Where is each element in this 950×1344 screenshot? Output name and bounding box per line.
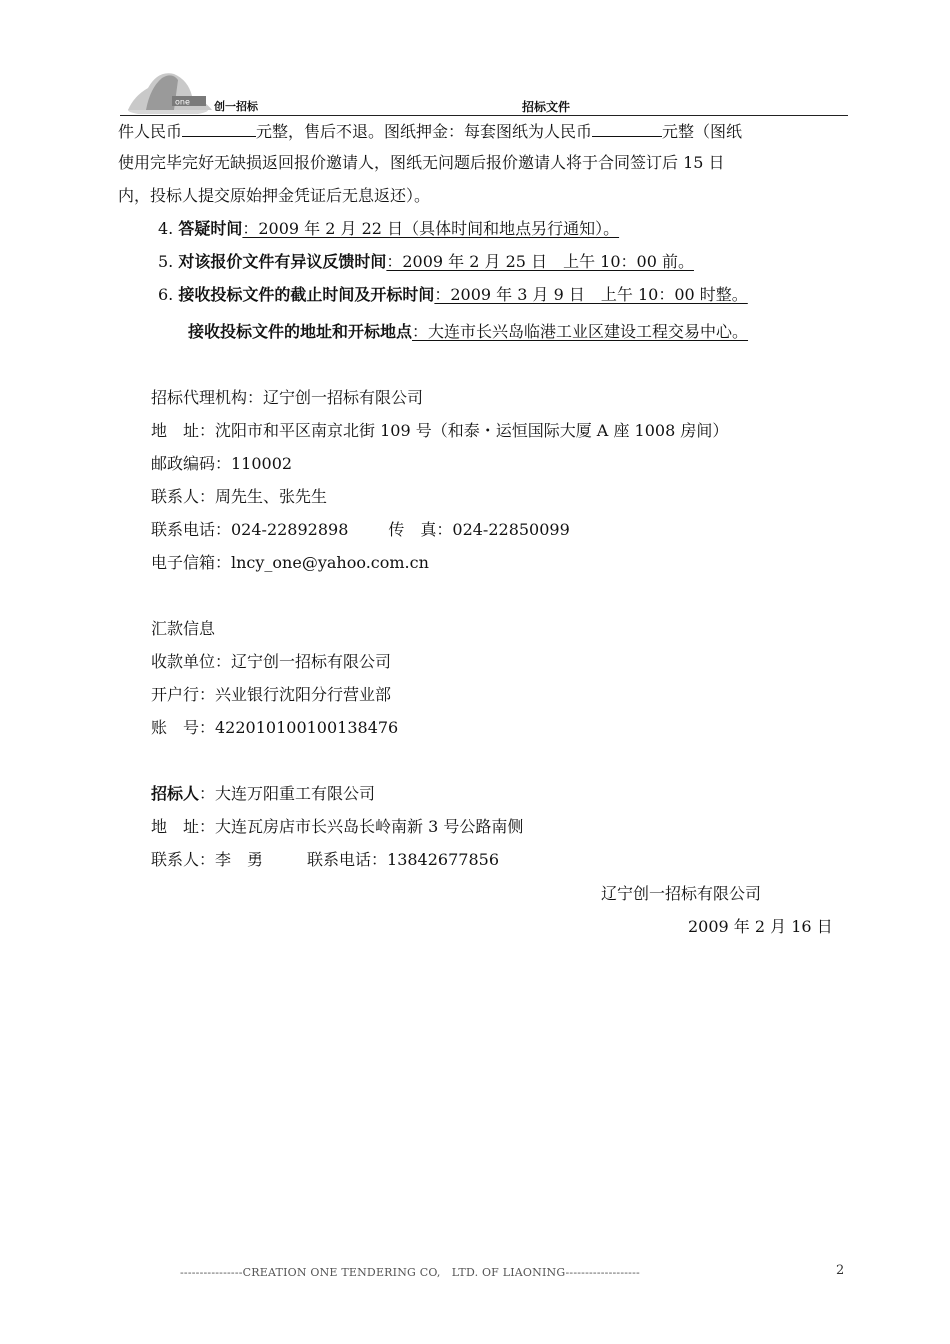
item-number: 5. <box>158 252 174 271</box>
tenderer-label: 招标人 <box>151 784 200 803</box>
remit-title: 汇款信息 <box>151 619 216 638</box>
text-span: 元整，售后不退。图纸押金：每套图纸为人民币 <box>256 122 593 141</box>
header-rule <box>120 115 848 116</box>
item-qa-time <box>158 219 619 239</box>
agency-contact: 联系人：周先生、张先生 <box>151 487 328 506</box>
remit-account: 账 号：422010100100138476 <box>151 718 399 737</box>
header-doc-title: 招标文件 <box>522 100 571 114</box>
agency-fax: 传 真：024-22850099 <box>388 520 570 539</box>
item-value: ：2009 年 2 月 25 日 上午 10：00 前。 <box>386 252 694 271</box>
item-number: 6. <box>158 285 174 304</box>
tenderer-contact-line <box>151 850 499 870</box>
svg-text:one: one <box>175 97 190 107</box>
item-label: 对该报价文件有异议反馈时间 <box>178 252 387 271</box>
text-span: 元整（图纸 <box>662 122 743 141</box>
blank-deposit-field <box>592 120 662 137</box>
agency-name: 招标代理机构：辽宁创一招标有限公司 <box>151 388 424 407</box>
item-value: ：大连市长兴岛临港工业区建设工程交易中心。 <box>412 322 749 341</box>
paragraph-line-2: 使用完毕完好无缺损返回报价邀请人，图纸无问题后报价邀请人将于合同签订后 15 日 <box>118 153 725 172</box>
header-brand: 创一招标 <box>214 100 258 113</box>
signature-date: 2009 年 2 月 16 日 <box>688 917 833 936</box>
item-label: 接收投标文件的地址和开标地点 <box>188 322 413 341</box>
blank-price-field <box>182 120 256 137</box>
paragraph-line-1 <box>118 120 742 142</box>
agency-phone: 联系电话：024-22892898 <box>151 520 349 539</box>
remit-bank: 开户行：兴业银行沈阳分行营业部 <box>151 685 392 704</box>
item-deadline-time <box>158 285 748 305</box>
item-objection-time <box>158 252 694 272</box>
agency-phone-line <box>151 520 570 540</box>
tenderer-name: ：大连万阳重工有限公司 <box>199 784 376 803</box>
tenderer-name-line <box>151 784 375 804</box>
agency-email: 电子信箱：lncy_one@yahoo.com.cn <box>151 553 429 572</box>
tenderer-contact: 联系人：李 勇 <box>151 850 264 869</box>
text-span: 件人民币 <box>118 122 183 141</box>
item-value: ：2009 年 3 月 9 日 上午 10：00 时整。 <box>434 285 748 304</box>
tenderer-address: 地 址：大连瓦房店市长兴岛长岭南新 3 号公路南侧 <box>151 817 524 836</box>
item-label: 答疑时间 <box>178 219 243 238</box>
tenderer-phone: 联系电话：13842677856 <box>307 850 499 869</box>
item-label: 接收投标文件的截止时间及开标时间 <box>178 285 435 304</box>
page-footer: ----------------CREATION ONE TENDERING CO, LTD. OF LIAONING------------------- <box>180 1266 640 1279</box>
company-logo-icon <box>128 66 212 114</box>
item-bid-location <box>188 322 748 342</box>
page-number: 2 <box>836 1263 845 1278</box>
item-value: ：2009 年 2 月 22 日（具体时间和地点另行通知）。 <box>242 219 620 238</box>
item-number: 4. <box>158 219 174 238</box>
agency-address: 地 址：沈阳市和平区南京北街 109 号（和泰・运恒国际大厦 A 座 1008 房间） <box>151 421 729 440</box>
signature-company: 辽宁创一招标有限公司 <box>601 884 762 903</box>
agency-postcode: 邮政编码：110002 <box>151 454 293 473</box>
remit-payee: 收款单位：辽宁创一招标有限公司 <box>151 652 392 671</box>
paragraph-line-3: 内，投标人提交原始押金凭证后无息返还）。 <box>118 186 431 205</box>
